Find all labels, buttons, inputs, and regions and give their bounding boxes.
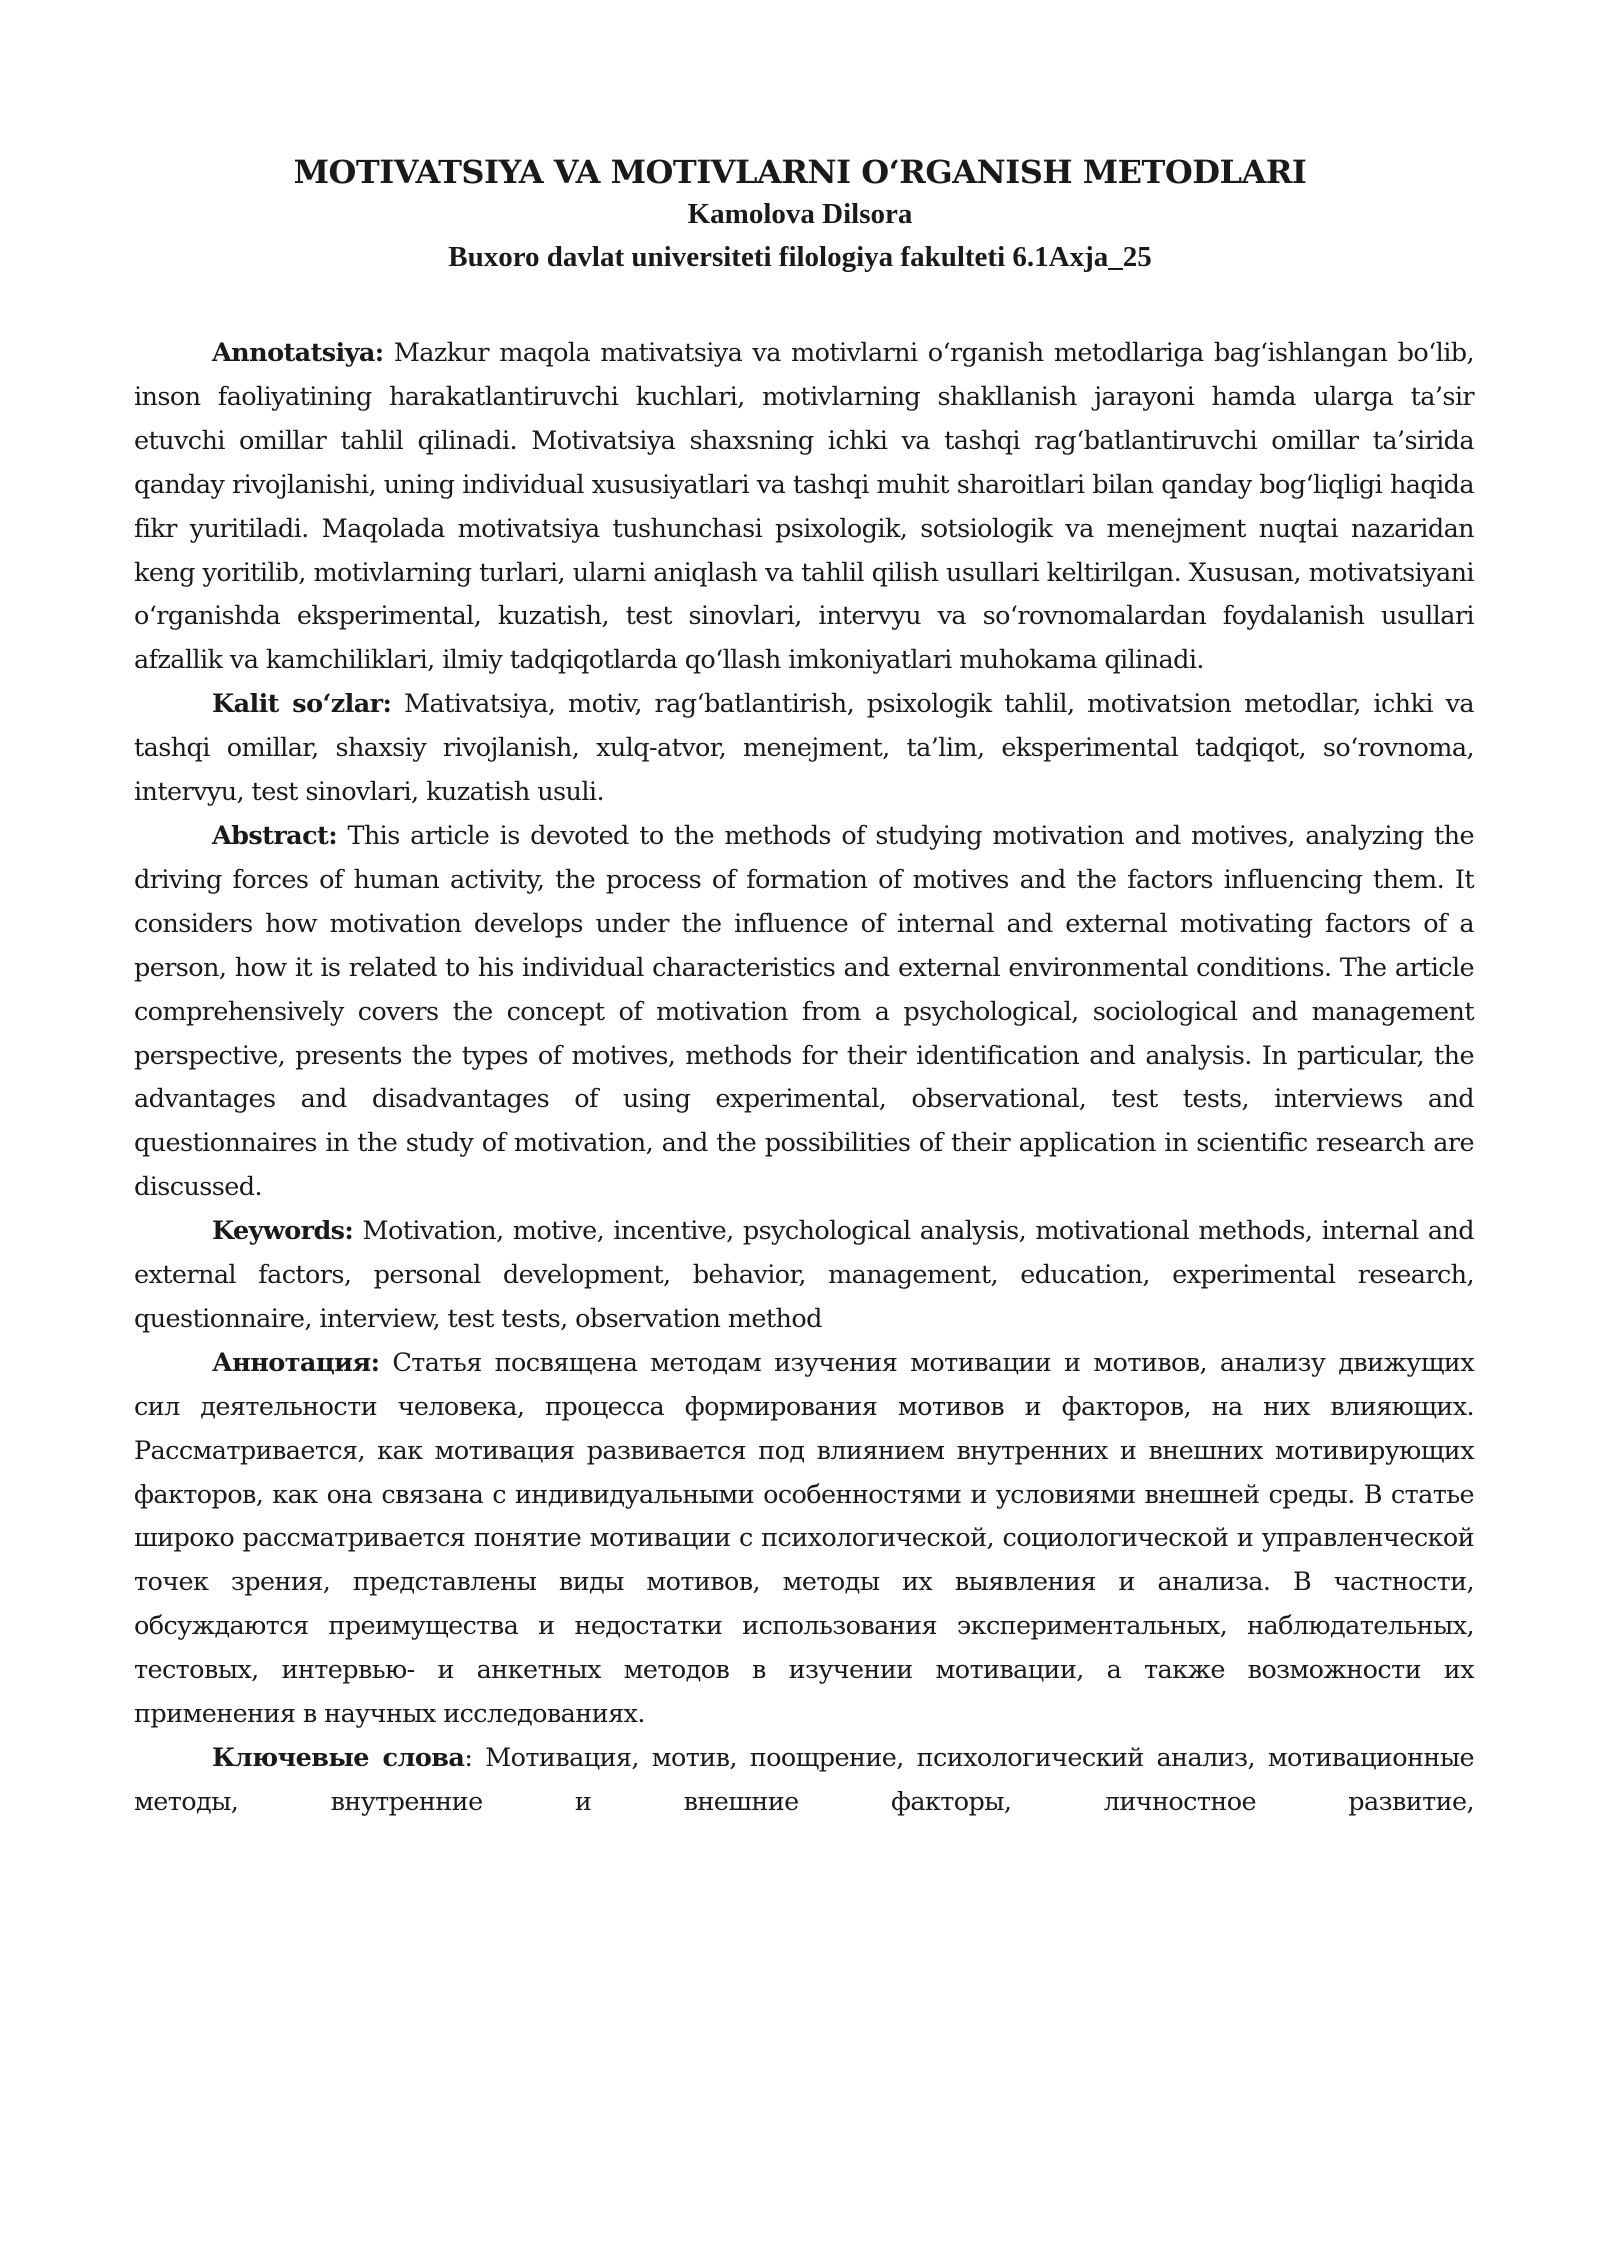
annotation-uz-paragraph xyxy=(134,332,1474,683)
keywords-en-text: Motivation, motive, incentive, psychological analysis, motivational methods, internal and external factors, personal development, behavior, management, education, experimental research, questionnaire, interview, test tests, observation method xyxy=(134,1216,1474,1334)
annotation-ru-text: Статья посвящена методам изучения мотивации и мотивов, анализу движущих сил деятельности человека, процесса формирования мотивов и факторов, на них влияющих. Рассматривается, как мотивация развивается под влиянием внутренних и внешних мотивирующих факторов, как она связана с индивидуальными особенностями и условиями внешней среды. В статье широко рассматривается понятие мотивации с психологической, социологической и управленческой точек зрения, представлены виды мотивов, методы их выявления и анализа. В частности, обсуждаются преимущества и недостатки использования экспериментальных, наблюдательных, тестовых, интервью- и анкетных методов в изучении мотивации, а также возможности их применения в научных исследованиях. xyxy=(134,1347,1474,1730)
keywords-uz-text: Mativatsiya, motiv, rag‘batlantirish, psixologik tahlil, motivatsion metodlar, ichki va tashqi omillar, shaxsiy rivojlanish, xulq-atvor, menejment, ta’lim, eksperimental tadqiqot, so‘rovnoma, intervyu, test sinovlari, kuzatish usuli. xyxy=(134,689,1474,808)
keywords-ru-label: Ключевые слова xyxy=(212,1743,465,1773)
keywords-en-label: Keywords: xyxy=(212,1216,354,1247)
abstract-en-text: This article is devoted to the methods of studying motivation and motives, analyzing the driving forces of human activity, the process of formation of motives and the factors influencing them. It considers how motivation develops under the influence of internal and external motivating factors of a person, how it is related to his individual characteristics and external environmental conditions. The article comprehensively covers the concept of motivation from a psychological, sociological and management perspective, presents the types of motives, methods for their identification and analysis. In particular, the advantages and disadvantages of using experimental, observational, test tests, interviews and questionnaires in the study of motivation, and the possibilities of their application in scientific research are discussed. xyxy=(134,820,1474,1203)
annotation-ru-paragraph xyxy=(134,1342,1474,1737)
abstract-en-label: Abstract: xyxy=(212,820,338,851)
author-name: Kamolova Dilsora xyxy=(687,198,913,230)
keywords-ru-text: : Мотивация, мотив, поощрение, психологический анализ, мотивационные методы, внутренние и внешние факторы, личностное развитие, xyxy=(134,1743,1474,1817)
keywords-uz-paragraph xyxy=(134,683,1474,815)
keywords-uz-label: Kalit so‘zlar: xyxy=(212,689,392,720)
keywords-en-paragraph xyxy=(134,1210,1474,1342)
annotation-uz-label: Annotatsiya: xyxy=(212,338,384,368)
annotation-ru-label: Аннотация: xyxy=(212,1347,380,1378)
annotation-uz-text: Mazkur maqola mativatsiya va motivlarni o‘rganish metodlariga bag‘ishlangan bo‘lib, inson faoliyatining harakatlantiruvchi kuchlari, motivlarning shakllanish jarayoni hamda ularga ta’sir etuvchi omillar tahlil qilinadi. Motivatsiya shaxsning ichki va tashqi rag‘batlantiruvchi omillar ta’sirida qanday rivojlanishi, uning individual xususiyatlari va tashqi muhit sharoitlari bilan qanday bog‘liqligi haqida fikr yuritiladi. Maqolada motivatsiya tushunchasi psixologik, sotsiologik va menejment nuqtai nazaridan keng yoritilib, motivlarning turlari, ularni aniqlash va tahlil qilish usullari keltirilgan. Xususan, motivatsiyani o‘rganishda eksperimental, kuzatish, test sinovlari, intervyu va so‘rovnomalardan foydalanish usullari afzallik va kamchiliklari, ilmiy tadqiqotlarda qo‘llash imkoniyatlari muhokama qilinadi. xyxy=(134,338,1474,676)
article-body xyxy=(134,332,1474,1825)
abstract-en-paragraph xyxy=(134,815,1474,1210)
author-affiliation: Buxoro davlat universiteti filologiya fakulteti 6.1Axja_25 xyxy=(448,241,1152,273)
article-title: MOTIVATSIYA VA MOTIVLARNI O‘RGANISH METODLARI xyxy=(293,153,1307,191)
keywords-ru-paragraph xyxy=(134,1737,1474,1825)
